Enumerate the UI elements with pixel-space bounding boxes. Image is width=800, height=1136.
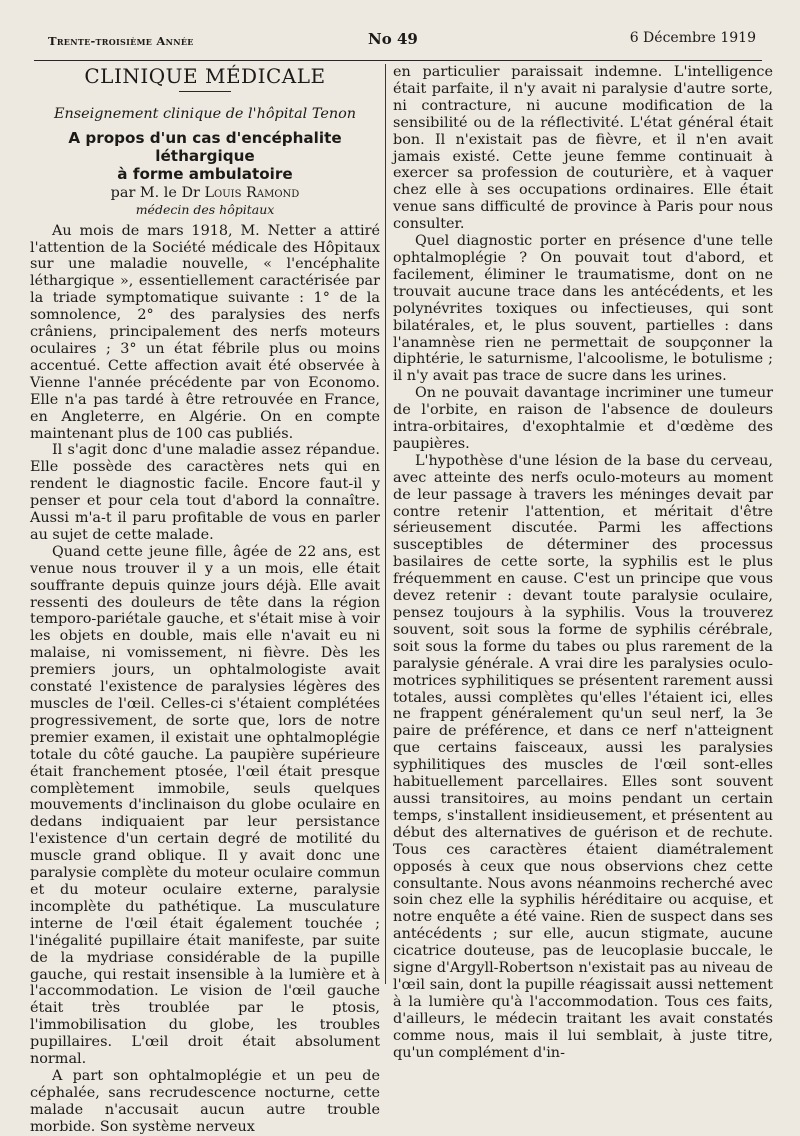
column-divider xyxy=(385,64,386,984)
paragraph: Au mois de mars 1918, M. Netter a attiré l'attention de la Société médicale des Hôpitaux sur une maladie nouvelle, « l'encéphalite léthargique », essentiellement caractérisée par la triade symptomatique suivante : 1° de la somnolence, 2° des paralysies des nerfs crâniens, principalement des nerfs moteurs oculaires ; 3° un état fébrile plus ou moins accentué. Cette affection avait été observée à Vienne l'année précédente par von Economo. Elle n'a pas tardé à être retrouvée en France, en Angleterre, en Algérie. On en compte maintenant plus de 100 cas publiés. xyxy=(30,222,380,442)
title-rule xyxy=(179,91,231,92)
byline xyxy=(30,185,380,202)
paragraph: A part son ophtalmoplégie et un peu de céphalée, sans recrudescence nocturne, cette malade n'accusait aucun autre trouble morbide. Son système nerveux xyxy=(30,1067,380,1135)
issue-date: 6 Décembre 1919 xyxy=(629,30,756,46)
paragraph: Quand cette jeune fille, âgée de 22 ans, est venue nous trouver il y a un mois, elle était souffrante depuis quinze jours déjà. Elle avait ressenti des douleurs de tête dans la région temporo-pariétale gauche, et s'était mise à voir les objets en double, mais elle n'avait eu ni malaise, ni vomissement, ni fièvre. Dès les premiers jours, un ophtalmologiste avait constaté l'existence de paralysies légères des muscles de l'œil. Celles-ci s'étaient complétées progressivement, de sorte que, lors de notre premier examen, il existait une ophtalmoplégie totale du côté gauche. La paupière supérieure était franchement ptosée, l'œil était presque complètement immobile, seuls quelques mouvements d'inclinaison du globe oculaire en dedans indiquaient par leur persistance l'existence d'un certain degré de motilité du muscle grand oblique. Il y avait donc une paralysie complète du moteur oculaire commun et du moteur oculaire externe, paralysie incomplète du pathétique. La musculature interne de l'œil était également touchée ; l'inégalité pupillaire était manifeste, par suite de la mydriase considérable de la pupille gauche, qui restait insensible à la lumière et à l'accommodation. Le vision de l'œil gauche était très troublée par le ptosis, l'immobilisation du globe, les troubles pupillaires. L'œil droit était absolument normal. xyxy=(30,543,380,1068)
left-column xyxy=(30,64,380,1136)
section-subtitle: Enseignement clinique de l'hôpital Tenon xyxy=(53,105,357,122)
paragraph: On ne pouvait davantage incriminer une tumeur de l'orbite, en raison de l'absence de douleurs intra-orbitaires, d'exophtalmie et d'œdème des paupières. xyxy=(393,385,773,452)
author-name: Louis Ramond xyxy=(204,184,300,201)
byline-prefix: par M. le Dr xyxy=(110,184,205,201)
paragraph: Quel diagnostic porter en présence d'une telle ophtalmoplégie ? On pouvait tout d'abord, et facilement, éliminer le traumatisme, dont on ne trouvait aucune trace dans les antécédents, et les polynévrites toxiques ou infectieuses, qui sont bilatérales, et, le plus souvent, partielles : dans l'anamnèse rien ne permettait de soupçonner la diphtérie, le saturnisme, l'alcoolisme, le botulisme ; il n'y avait pas trace de sucre dans les urines. xyxy=(393,233,773,385)
author-affiliation: médecin des hôpitaux xyxy=(135,201,275,217)
article-title-line-1: A propos d'un cas d'encéphalite léthargique xyxy=(68,128,342,165)
article-title-line-2: à forme ambulatoire xyxy=(117,164,293,183)
paragraph: L'hypothèse d'une lésion de la base du cerveau, avec atteinte des nerfs oculo-moteurs au moment de leur passage à travers les méninges devait par contre retenir l'attention, et méritait d'être sérieusement discutée. Parmi les affections susceptibles de déterminer des processus basilaires de cette sorte, la syphilis est le plus fréquemment en cause. C'est un principe que vous devez retenir : devant toute paralysie oculaire, pensez toujours à la syphilis. Vous la trouverez souvent, soit sous la forme de syphilis cérébrale, soit sous la forme du tabes ou plus rarement de la paralysie générale. A vrai dire les paralysies oculo-motrices syphilitiques se présentent rarement aussi totales, aussi complètes qu'elles l'étaient ici, elles ne frappent généralement qu'un seul nerf, la 3e paire de préférence, et dans ce nerf n'atteignent que certains faisceaux, aussi les paralysies syphilitiques des muscles de l'œil sont-elles habituellement parcellaires. Elles sont souvent aussi transitoires, au moins pendant un certain temps, s'installent insidieusement, et présentent au début des alternatives de guérison et de rechute. Tous ces caractères étaient diamétralement opposés à ceux que nous observions chez cette consultante. Nous avons néanmoins recherché avec soin chez elle la syphilis héréditaire ou acquise, et notre enquête a été vaine. Rien de suspect dans ses antécédents ; sur elle, aucun stigmate, aucune cicatrice douteuse, pas de leucoplasie buccale, le signe d'Argyll-Robertson n'existait pas au niveau de l'œil sain, dont la pupille réagissait aussi nettement à la lumière qu'à l'accommodation. Tous ces faits, d'ailleurs, le médecin traitant les avait constatés comme nous, mais il lui semblait, à juste titre, qu'un complément d'in- xyxy=(393,452,773,1061)
volume-year: Trente-troisième Année xyxy=(48,34,194,48)
issue-number: No 49 xyxy=(368,30,418,48)
right-column xyxy=(393,64,773,1061)
paragraph: Il s'agit donc d'une maladie assez répandue. Elle possède des caractères nets qui en rendent le diagnostic facile. Encore faut-il y penser et pour cela tout d'abord la connaître. Aussi m'a-t il paru profitable de vous en parler au sujet de cette malade. xyxy=(30,442,380,543)
page-header xyxy=(34,20,762,61)
paragraph: en particulier paraissait indemne. L'intelligence était parfaite, il n'y avait ni paralysie d'autre sorte, ni contracture, ni aucune modification de la sensibilité ou de la réflectivité. L'état général était bon. Il n'existait pas de fièvre, et il n'en avait jamais existé. Cette jeune femme continuait à exercer sa profession de couturière, et à vaquer chez elle à ses occupations ordinaires. Elle était venue sans difficulté de province à Paris pour nous consulter. xyxy=(393,64,773,233)
article-title xyxy=(30,129,380,183)
section-title: CLINIQUE MÉDICALE xyxy=(84,64,326,88)
